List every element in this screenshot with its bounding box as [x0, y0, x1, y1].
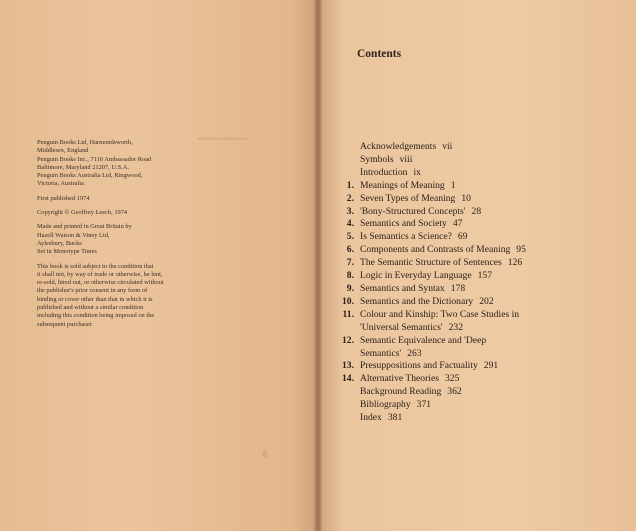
toc-title: Alternative Theories	[360, 373, 439, 385]
toc-title: Logic in Everyday Language	[360, 270, 472, 282]
condition-line: This book is sold subject to the condition that	[37, 262, 154, 270]
toc-page: 157	[477, 270, 493, 282]
toc-page: 263	[407, 347, 422, 359]
toc-chapter	[338, 244, 618, 257]
toc-chapter	[338, 180, 618, 193]
toc-title: 'Universal Semantics'	[360, 321, 443, 333]
condition-line: subsequent purchaser	[37, 320, 92, 328]
toc-chapter	[338, 283, 618, 296]
toc-title: 'Bony-Structured Concepts'	[360, 205, 466, 217]
toc-page: vii	[442, 141, 453, 152]
printer-line: Hazell Watson & Viney Ltd,	[37, 231, 110, 239]
condition-line: re-sold, hired out, or otherwise circulated without	[37, 279, 164, 287]
toc-title: Background Reading	[360, 386, 442, 398]
condition-line: it shall not, by way of trade or otherwise, be lent,	[37, 270, 163, 278]
toc-title: Meanings of Meaning	[360, 179, 445, 191]
sale-condition	[37, 263, 197, 329]
book-gutter	[314, 0, 322, 531]
imprint-line: Penguin Books Australia Ltd, Ringwood,	[37, 172, 143, 180]
toc-title: Introduction	[360, 166, 408, 178]
toc-entry-introduction	[338, 167, 618, 180]
first-published: First published 1974	[37, 194, 90, 202]
toc-title: Symbols	[360, 153, 394, 165]
contents-heading: Contents	[357, 48, 402, 60]
toc-title: Semantic Equivalence and 'Deep	[360, 334, 487, 346]
toc-page: 232	[448, 321, 463, 333]
toc-page: 10	[461, 192, 471, 204]
chapter-number: 5.	[346, 231, 354, 243]
toc-chapter-continuation	[338, 348, 618, 361]
toc-chapter	[338, 373, 618, 386]
toc-page: ix	[413, 166, 421, 178]
condition-line: published and without a similar condition	[37, 304, 144, 312]
toc-page: 1	[450, 179, 456, 191]
toc-page: 381	[387, 412, 403, 424]
printer-line: Aylesbury, Bucks	[37, 239, 82, 247]
toc-title: Colour and Kinship: Two Case Studies in	[360, 308, 520, 320]
toc-page: viii	[399, 153, 413, 165]
chapter-number: 9.	[346, 282, 354, 294]
toc-page: 28	[471, 205, 482, 217]
imprint-line: Penguin Books Inc., 7110 Ambassador Road	[37, 155, 152, 163]
imprint-line: Penguin Books Ltd, Harmondsworth,	[37, 139, 133, 146]
chapter-number: 3.	[346, 205, 354, 217]
toc-chapter	[338, 257, 618, 270]
toc-title: The Semantic Structure of Sentences	[360, 257, 502, 269]
chapter-number: 11.	[342, 308, 354, 320]
imprint-line: Baltimore, Maryland 21207, U.S.A.	[37, 163, 129, 171]
toc-entry-index	[338, 412, 618, 425]
toc-page: 291	[483, 360, 499, 372]
toc-chapter	[338, 206, 618, 219]
toc-page: 371	[416, 399, 432, 411]
chapter-number: 14.	[342, 373, 354, 385]
toc-page: 362	[447, 386, 462, 398]
toc-entry-acknowledgements	[338, 141, 618, 154]
toc-page: 47	[452, 218, 463, 230]
table-of-contents	[338, 141, 618, 425]
toc-page: 178	[450, 282, 466, 294]
toc-title: Index	[360, 412, 382, 424]
chapter-number: 1.	[346, 179, 354, 191]
toc-title: Semantics and Syntax	[360, 282, 445, 294]
toc-title: Acknowledgements	[360, 141, 437, 152]
chapter-number: 12.	[342, 334, 354, 346]
chapter-number: 13.	[342, 360, 354, 372]
imprint-line: Middlesex, England	[37, 147, 89, 155]
imprint-block	[37, 139, 197, 335]
toc-chapter	[338, 335, 618, 348]
toc-page: 126	[507, 257, 523, 269]
toc-entry-bibliography	[338, 399, 618, 412]
chapter-number: 2.	[346, 192, 354, 204]
toc-title: Presuppositions and Factuality	[360, 360, 478, 372]
toc-page: 95	[516, 244, 526, 256]
show-through-text: ▔▔▔▔▔	[198, 138, 248, 153]
condition-line: the publisher's prior consent in any form of	[37, 287, 148, 295]
show-through-logo: ◖	[258, 440, 272, 465]
toc-page: 325	[444, 373, 460, 385]
toc-chapter	[338, 231, 618, 244]
toc-page: 69	[457, 231, 468, 243]
toc-title: Bibliography	[360, 399, 411, 411]
chapter-number: 8.	[346, 270, 354, 282]
printer-line: Made and printed in Great Britain by	[37, 223, 132, 231]
printer-line: Set in Monotype Times	[37, 248, 97, 256]
condition-line: binding or cover other than that in which it is	[37, 295, 153, 303]
chapter-number: 7.	[346, 257, 354, 269]
chapter-number: 10.	[342, 295, 354, 307]
toc-chapter	[338, 296, 618, 309]
toc-page: 202	[479, 295, 494, 307]
toc-chapter	[338, 270, 618, 283]
imprint-line: Victoria, Australia	[37, 180, 84, 188]
toc-title: Components and Contrasts of Meaning	[360, 244, 511, 256]
toc-title: Semantics and Society	[360, 218, 447, 230]
toc-chapter	[338, 309, 618, 322]
printer-info	[37, 223, 197, 256]
publisher-addresses	[37, 139, 197, 189]
toc-chapter	[338, 218, 618, 231]
copyright-notice: Copyright © Geoffrey Leech, 1974	[37, 209, 128, 217]
toc-chapter-continuation	[338, 322, 618, 335]
toc-title: Seven Types of Meaning	[360, 192, 456, 204]
toc-entry-background-reading	[338, 386, 618, 399]
chapter-number: 4.	[346, 218, 354, 230]
chapter-number: 6.	[346, 244, 354, 256]
condition-line: including this condition being imposed on the	[37, 312, 155, 320]
toc-chapter	[338, 360, 618, 373]
toc-title: Semantics and the Dictionary	[360, 295, 474, 307]
toc-title: Semantics'	[360, 347, 402, 359]
toc-title: Is Semantics a Science?	[360, 231, 452, 243]
toc-entry-symbols	[338, 154, 618, 167]
toc-chapter	[338, 193, 618, 206]
